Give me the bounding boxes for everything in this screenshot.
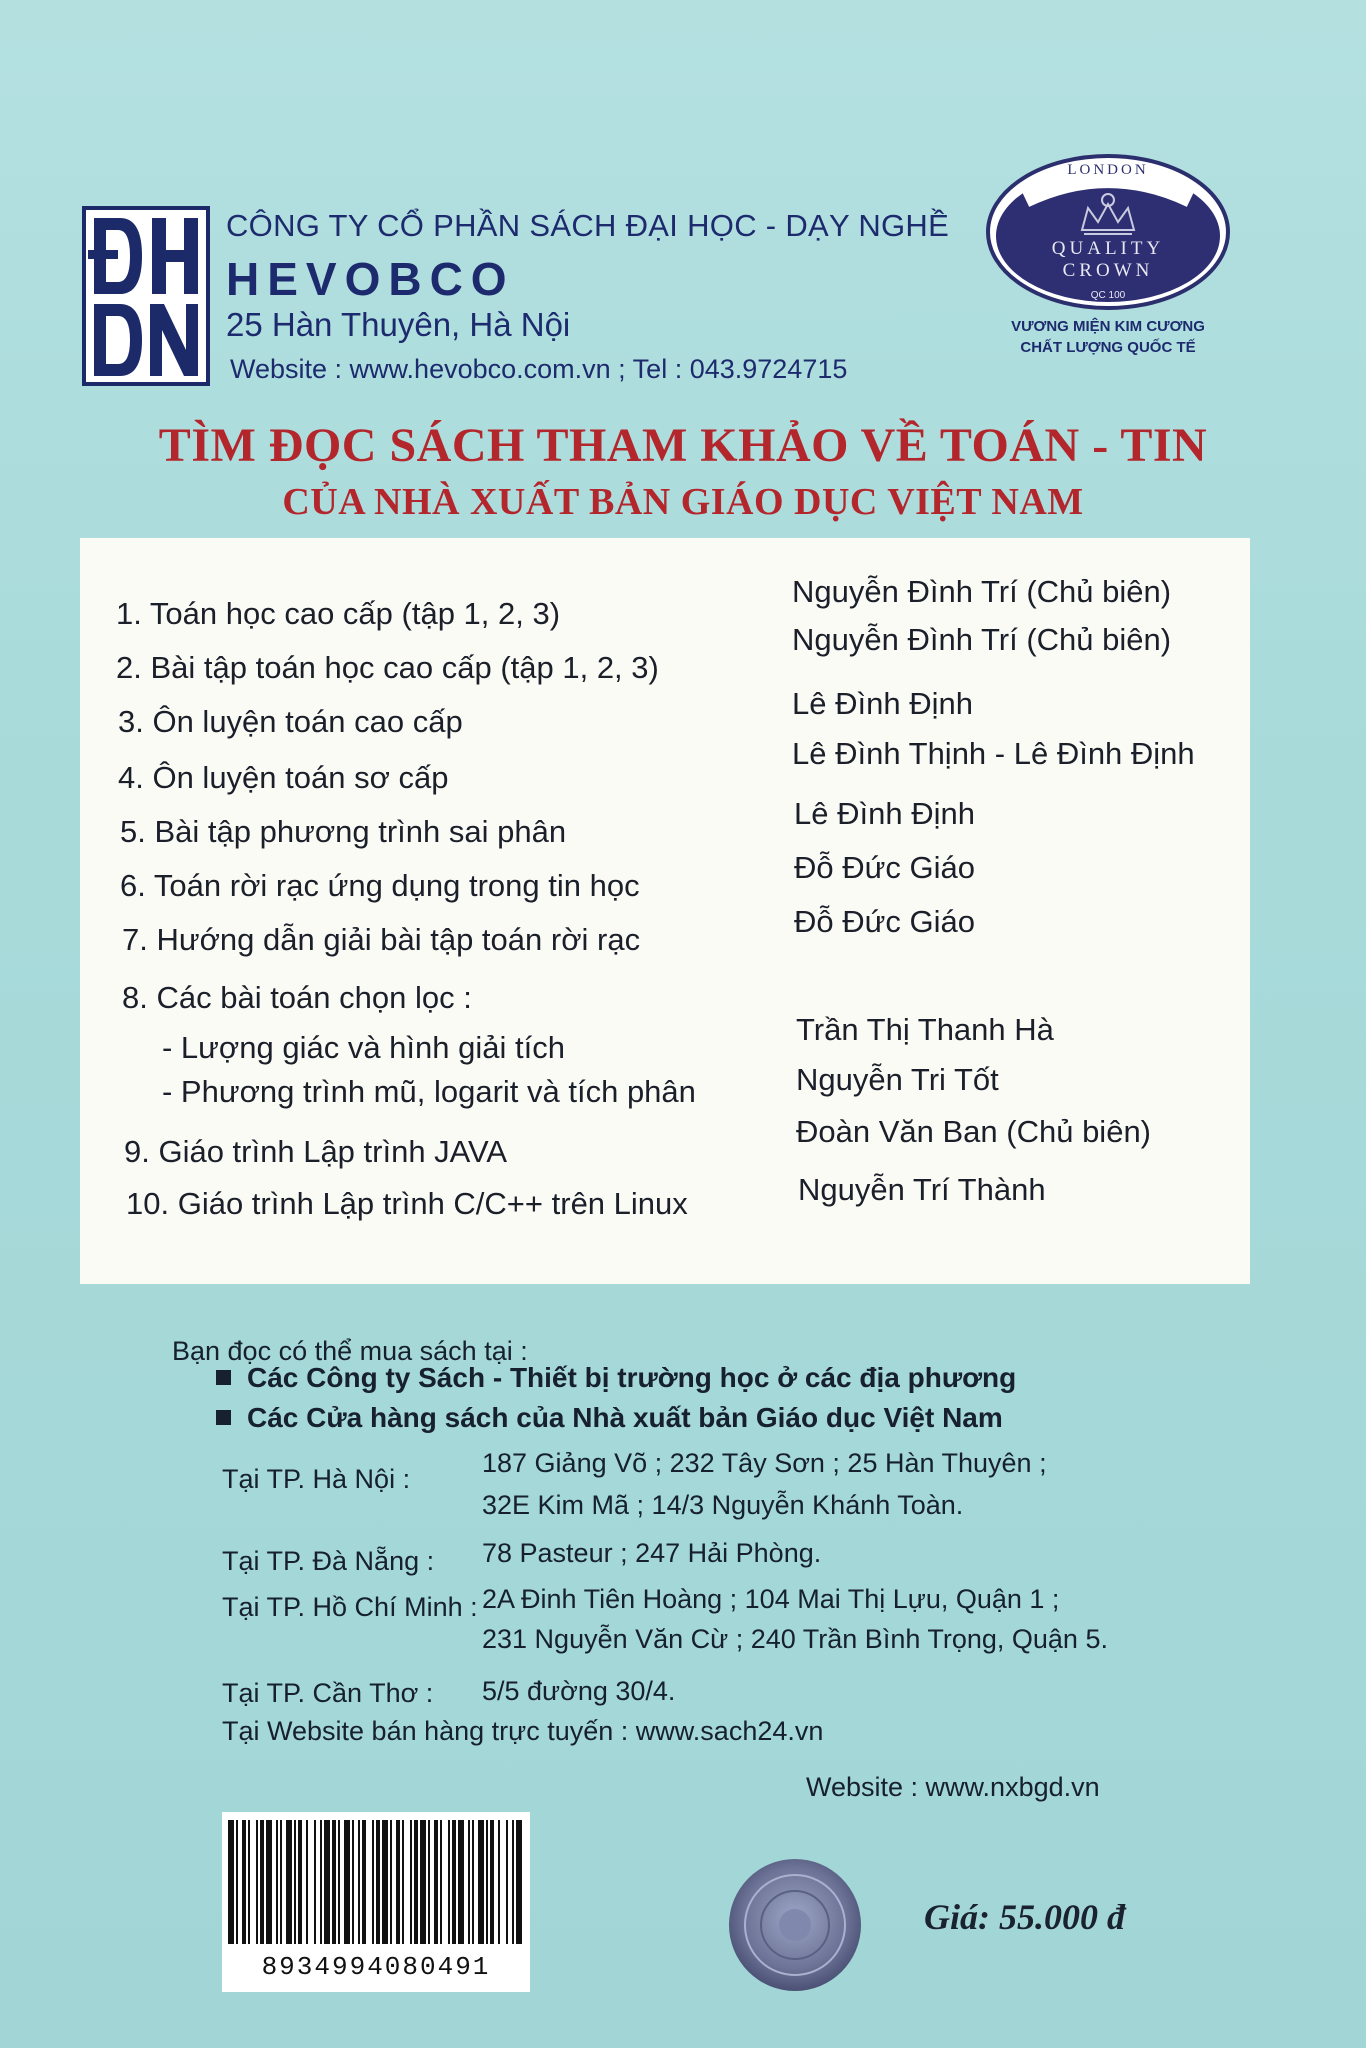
purchase-bullet-text: Các Cửa hàng sách của Nhà xuất bản Giáo dục Việt Nam xyxy=(247,1402,1003,1433)
square-bullet-icon xyxy=(216,1370,231,1385)
book-author: Lê Đình Định xyxy=(794,796,975,831)
quality-crown-badge xyxy=(984,152,1232,312)
badge-code: QC 100 xyxy=(1090,290,1126,301)
book-author: Đỗ Đức Giáo xyxy=(794,850,975,885)
barcode-bar xyxy=(358,1820,360,1944)
barcode-bar xyxy=(280,1820,282,1944)
barcode-bar xyxy=(332,1820,336,1944)
seal-icon xyxy=(726,1856,864,1994)
heading-line1: TÌM ĐỌC SÁCH THAM KHẢO VỀ TOÁN - TIN xyxy=(158,419,1208,472)
barcode-bar xyxy=(362,1820,366,1944)
badge-caption-line1: VƯƠNG MIỆN KIM CƯƠNG xyxy=(1011,318,1205,335)
book-title: 7. Hướng dẫn giải bài tập toán rời rạc xyxy=(122,922,641,957)
barcode-bar xyxy=(390,1820,392,1944)
barcode-bar xyxy=(516,1820,522,1944)
book-author: Nguyễn Trí Thành xyxy=(798,1172,1046,1207)
barcode-bar xyxy=(306,1820,308,1944)
barcode-bar xyxy=(414,1820,418,1944)
barcode-bar xyxy=(434,1820,438,1944)
publisher-address: 25 Hàn Thuyên, Hà Nội xyxy=(226,306,571,343)
barcode-bar xyxy=(458,1820,464,1944)
location-city: Tại TP. Hồ Chí Minh : xyxy=(222,1592,478,1622)
price: Giá: 55.000 đ xyxy=(924,1897,1125,1937)
barcode-bar xyxy=(228,1820,234,1944)
barcode-bar xyxy=(242,1820,246,1944)
book-author: Đoàn Văn Ban (Chủ biên) xyxy=(796,1114,1152,1149)
barcode-bar xyxy=(256,1820,258,1944)
book-title: 5. Bài tập phương trình sai phân xyxy=(120,814,567,849)
barcode-bar xyxy=(314,1820,316,1944)
barcode-bar xyxy=(382,1820,388,1944)
barcode-bar xyxy=(376,1820,380,1944)
barcode-bar xyxy=(498,1820,500,1944)
barcode-bar xyxy=(236,1820,238,1944)
barcode-bar xyxy=(472,1820,474,1944)
book-title: 6. Toán rời rạc ứng dụng trong tin học xyxy=(120,868,640,903)
barcode-bar xyxy=(344,1820,350,1944)
purchase-bullet-text: Các Công ty Sách - Thiết bị trường học ở các địa phương xyxy=(247,1362,1017,1393)
book-title: 3. Ôn luyện toán cao cấp xyxy=(118,704,463,739)
barcode-bar xyxy=(320,1820,322,1944)
location-city: Tại TP. Đà Nẵng : xyxy=(222,1546,435,1576)
book-title: 8. Các bài toán chọn lọc : xyxy=(122,980,472,1015)
book-title: 4. Ôn luyện toán sơ cấp xyxy=(118,760,449,795)
barcode-bar xyxy=(468,1820,470,1944)
barcode-bar xyxy=(506,1820,508,1944)
brand-name: HEVOBCO xyxy=(226,253,515,305)
location-address: 32E Kim Mã ; 14/3 Nguyễn Khánh Toàn. xyxy=(482,1490,964,1520)
online-store: Tại Website bán hàng trực tuyến : www.sach24.vn xyxy=(222,1716,824,1746)
barcode-bar xyxy=(260,1820,264,1944)
barcode-bar xyxy=(248,1820,250,1944)
badge-caption xyxy=(985,316,1231,358)
barcode-bar xyxy=(276,1820,278,1944)
dh-dn-logo-icon xyxy=(86,210,206,382)
book-subtitle: - Lượng giác và hình giải tích xyxy=(162,1030,565,1065)
purchase-bullet xyxy=(216,1362,1016,1394)
square-bullet-icon xyxy=(216,1410,231,1425)
book-author: Nguyễn Đình Trí (Chủ biên) xyxy=(792,574,1172,609)
book-subtitle: - Phương trình mũ, logarit và tích phân xyxy=(162,1074,696,1109)
badge-caption-line2: CHẤT LƯỢNG QUỐC TẾ xyxy=(1020,339,1196,356)
book-title: 1. Toán học cao cấp (tập 1, 2, 3) xyxy=(116,596,561,631)
book-author: Nguyễn Tri Tốt xyxy=(796,1062,999,1097)
barcode-bar xyxy=(286,1820,292,1944)
purchase-bullet xyxy=(216,1402,1003,1434)
badge-top-text: LONDON xyxy=(1067,162,1149,178)
barcode-bar xyxy=(420,1820,426,1944)
barcode-bar xyxy=(402,1820,404,1944)
book-author: Nguyễn Đình Trí (Chủ biên) xyxy=(792,622,1172,657)
barcode-bar xyxy=(294,1820,296,1944)
barcode-bar xyxy=(338,1820,340,1944)
location-city: Tại TP. Hà Nội : xyxy=(222,1464,411,1494)
barcode-bar xyxy=(486,1820,488,1944)
location-address: 187 Giảng Võ ; 232 Tây Sơn ; 25 Hàn Thuyên ; xyxy=(482,1448,1047,1478)
purchase-intro: Bạn đọc có thể mua sách tại : xyxy=(172,1336,528,1366)
book-author: Đỗ Đức Giáo xyxy=(794,904,975,939)
barcode-bar xyxy=(448,1820,450,1944)
location-address: 2A Đinh Tiên Hoàng ; 104 Mai Thị Lựu, Quận 1 ; xyxy=(482,1584,1060,1614)
barcode-bar xyxy=(298,1820,302,1944)
badge-line2: CROWN xyxy=(1062,260,1154,281)
location-city: Tại TP. Cần Thơ : xyxy=(222,1678,434,1708)
book-author: Lê Đình Thịnh - Lê Đình Định xyxy=(792,736,1195,771)
badge-line1: QUALITY xyxy=(1051,238,1165,259)
barcode-bar xyxy=(396,1820,400,1944)
publisher-logo xyxy=(82,206,210,386)
barcode-bar xyxy=(266,1820,272,1944)
barcode-bar xyxy=(440,1820,442,1944)
barcode-bar xyxy=(490,1820,494,1944)
barcode-bar xyxy=(512,1820,514,1944)
heading-line2: CỦA NHÀ XUẤT BẢN GIÁO DỤC VIỆT NAM xyxy=(282,481,1084,523)
book-author: Lê Đình Định xyxy=(792,686,973,721)
barcode-bar xyxy=(324,1820,330,1944)
company-name: CÔNG TY CỔ PHẦN SÁCH ĐẠI HỌC - DẠY NGHỀ xyxy=(226,208,950,243)
nxb-website: Website : www.nxbgd.vn xyxy=(806,1772,1100,1802)
barcode-digits: 8934994080491 xyxy=(261,1952,491,1982)
location-address: 231 Nguyễn Văn Cừ ; 240 Trần Bình Trọng, Quận 5. xyxy=(482,1624,1108,1654)
barcode-bar xyxy=(428,1820,430,1944)
location-address: 5/5 đường 30/4. xyxy=(482,1676,676,1706)
barcode-icon xyxy=(222,1812,530,1952)
barcode-bar xyxy=(478,1820,484,1944)
book-title: 10. Giáo trình Lập trình C/C++ trên Linux xyxy=(126,1186,688,1221)
publisher-contact: Website : www.hevobco.com.vn ; Tel : 043.9724715 xyxy=(230,354,848,384)
barcode-bar xyxy=(372,1820,374,1944)
book-title: 2. Bài tập toán học cao cấp (tập 1, 2, 3) xyxy=(116,650,659,685)
location-address: 78 Pasteur ; 247 Hải Phòng. xyxy=(482,1538,822,1568)
barcode-bar xyxy=(410,1820,412,1944)
hologram-seal xyxy=(726,1856,864,1994)
barcode-bar xyxy=(452,1820,456,1944)
barcode-bar xyxy=(352,1820,354,1944)
book-author: Trần Thị Thanh Hà xyxy=(796,1012,1054,1047)
book-title: 9. Giáo trình Lập trình JAVA xyxy=(124,1134,508,1169)
